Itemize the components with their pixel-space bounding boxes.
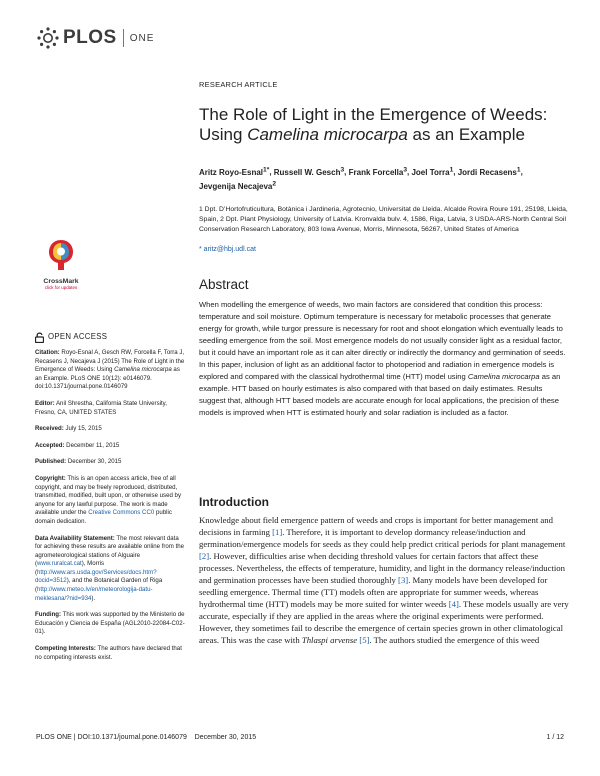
cc0-link[interactable]: Creative Commons CC0 <box>88 509 155 517</box>
author[interactable] <box>199 182 276 191</box>
logo-divider <box>123 29 124 47</box>
citation-text-pre: Royo-Esnal A, Gesch RW, Forcella F, Torra J, Recasens J, Necajeva J (2015) The Role of Light in the Emergence of Weeds: Using <box>35 349 185 374</box>
author-name: Russell W. Gesch <box>273 167 341 177</box>
author[interactable] <box>411 168 453 177</box>
citation-label: Citation: <box>35 349 60 356</box>
crossmark-label: CrossMark <box>43 278 79 285</box>
funding-label: Funding: <box>35 611 62 619</box>
title-post: as an Example <box>407 125 525 144</box>
open-access-badge <box>35 332 185 343</box>
email-link[interactable]: aritz@hbj.udl.cat <box>203 246 256 254</box>
editor-value: Anil Shrestha, California State University, Fresno, CA, UNITED STATES <box>35 399 167 416</box>
copyright-end: public domain dedication. <box>35 509 172 525</box>
title-line-1: The Role of Light in the Emergence of Weeds: <box>199 105 548 124</box>
intro-text-1: Knowledge about field emergence pattern of weeds and crops is important for better management and decisions in farming <box>199 514 553 537</box>
editor <box>35 400 185 417</box>
article-info-sidebar <box>35 332 185 670</box>
ruralcat-link[interactable]: www.ruralcat.cat <box>37 560 82 568</box>
introduction-body <box>199 514 569 647</box>
published-label: Published: <box>35 458 67 466</box>
author-name: Aritz Royo-Esnal <box>199 167 264 177</box>
intro-text-6: . The authors studied the emergence of this weed <box>369 635 540 646</box>
author-affil: 1 <box>516 166 521 173</box>
author-name: Jordi Recasens <box>457 167 517 177</box>
affiliations: 1 Dpt. D’Hortofruticultura, Botànica i Jardineria, Agrotecnio, Universitat de Lleida. Alcalde Rovira Roure 191, 25198, Lleida, Spain, 2 Dpt. Plant Physiology, University of Latvia. Kronvalda bulv. 4, 1586, Riga, Latvia, 3 USDA-ARS-North Central Soil Conservation Research Laboratory, 803 Iowa Avenue, Morris, Minnesota, 56267, United States of America <box>199 206 568 233</box>
open-access-label: OPEN ACCESS <box>48 332 108 342</box>
received-label: Received: <box>35 425 64 433</box>
corresponding-email[interactable] <box>199 246 569 253</box>
title-species: Camelina microcarpa <box>247 125 408 144</box>
published-value: December 30, 2015 <box>66 458 122 466</box>
accepted-label: Accepted: <box>35 441 65 449</box>
accepted <box>35 442 185 451</box>
author-name: Joel Torra <box>411 167 450 177</box>
author-affil: 3 <box>403 166 408 173</box>
crossmark-icon <box>46 238 76 272</box>
received-value: July 15, 2015 <box>63 425 102 433</box>
competing-label: Competing Interests: <box>35 645 96 653</box>
author[interactable] <box>199 168 269 177</box>
author-name: Jevgenija Necajeva <box>199 182 273 192</box>
competing-value: The authors have declared that no competing interests exist. <box>35 645 182 661</box>
data-availability-label: Data Availability Statement: <box>35 534 115 542</box>
introduction-heading: Introduction <box>199 494 269 509</box>
reference-link[interactable]: [4] <box>448 599 459 610</box>
received <box>35 425 185 434</box>
citation <box>35 349 185 392</box>
intro-text-3: . However, difficulties arise when deciding threshold values for certain factors that affect these processes. Nevertheless, the effects of temperature, humidity, and light in the dormancy release/induction and germination processes have been studied thoroughly <box>199 551 565 586</box>
reference-link[interactable]: [1] <box>272 527 283 537</box>
copyright-text: This is an open access article, free of all copyright, and may be freely reproduced, distributed, transmitted, modified, built upon, or otherwise used by anyone for any lawful purpose. The work is made available under the <box>35 474 181 517</box>
intro-text-2: . Therefore, it is important to develop dormancy release/induction and germination/emergence models for seeds as they could help predict critical periods for plant management <box>199 527 566 550</box>
author[interactable] <box>458 168 521 177</box>
citation-species: Camelina microcarpa <box>114 366 172 374</box>
reference-link[interactable]: [2] <box>199 551 210 562</box>
usda-link[interactable]: http://www.ars.usda.gov/Services/docs.htm?docid=3512 <box>35 568 157 585</box>
author-separator: , <box>453 167 458 177</box>
asterisk: * <box>199 246 204 254</box>
citation-text-post: as an Example. PLoS ONE 10(12): e0146079. doi:10.1371/journal.pone.0146079 <box>35 366 180 391</box>
funding <box>35 611 185 637</box>
author-name: Frank Forcella <box>348 167 404 177</box>
abstract-text-1: When modelling the emergence of weeds, two main factors are considered that condition this process: temperature and soil moisture. Optimum temperature is necessary for metabolic processes that generate energy for growth, while turgor pressure is necessary for root and shoot elongation which eventually leads to seedling emergence from the soil. Most emergence models do not usually consider light as a residual factor, but it could have an important role as it can alter directly or indirectly the dormancy and germination of seeds. In this paper, inclusion of light as an additional factor to photoperiod and radiation in emergence models is explored and compared with the classical hydrothermal time (HTT) model using <box>199 300 566 382</box>
author[interactable] <box>274 168 344 177</box>
author-affil: 1 <box>449 166 454 173</box>
data-text-4: ). <box>91 594 96 602</box>
intro-text-4: . Many models have been developed for seedling emergence. Thermal time (TT) models often are appropriate for summer weeds, whereas hydrothermal time (HTT) models may be more suited for winter weeds <box>199 575 548 610</box>
page-footer <box>36 734 564 741</box>
copyright-label: Copyright: <box>35 474 66 482</box>
author-affil: 1* <box>263 166 270 173</box>
author-separator: , <box>407 167 412 177</box>
author-separator: , <box>269 167 274 177</box>
plos-one-logo[interactable] <box>36 26 154 50</box>
meteo-link[interactable]: http://www.meteo.lv/en/meteorologija-datu-meklesana/?nid=934 <box>35 586 153 602</box>
abstract-text-2: as an example. HTT based on hourly estimates is also compared with that based on daily estimates. Results suggest that, although HTT based models are accurate enough for local applications, the precision of these models is improved when HTT is estimated hourly and solar radiation is included as a factor. <box>199 372 561 417</box>
page-number: 1 / 12 <box>546 734 564 741</box>
crossmark-badge[interactable] <box>38 238 84 290</box>
editor-label: Editor: <box>35 399 55 407</box>
data-text-3: ), and the Botanical Garden of Riga ( <box>35 577 163 594</box>
footer-citation: PLOS ONE | DOI:10.1371/journal.pone.0146079 December 30, 2015 <box>36 734 257 741</box>
logo-plos-text: PLOS <box>63 27 117 48</box>
author-separator: , <box>520 167 523 177</box>
article-title <box>199 105 569 145</box>
open-lock-icon <box>35 332 44 343</box>
article-main <box>199 80 569 646</box>
abstract-species: Camelina microcarpa <box>467 372 540 382</box>
data-availability <box>35 535 185 604</box>
author-affil: 3 <box>340 166 345 173</box>
author-list <box>199 164 569 193</box>
reference-link[interactable]: [5] <box>359 635 370 646</box>
abstract-heading: Abstract <box>199 277 249 293</box>
title-pre: Using <box>199 125 248 144</box>
data-text-2: ), Morris ( <box>35 560 105 576</box>
accepted-value: December 11, 2015 <box>64 441 120 449</box>
author-affil: 2 <box>272 180 277 188</box>
author-separator: , <box>344 167 349 177</box>
intro-species: Thlaspi arvense <box>301 635 358 646</box>
intro-text-5: . These models usually are very accurate, especially if they are applied in the areas where the original experiments were performed. However, they sometimes fail to describe the emergence of certain species grown in other climatological areas. This was the case with <box>199 599 569 646</box>
funding-value: This work was supported by the Ministerio de Educación y Ciencia de España (AGL2010-22084-C02-01). <box>35 611 185 636</box>
logo-one-text: ONE <box>129 32 155 44</box>
plos-logo-icon <box>36 26 60 50</box>
copyright <box>35 475 185 527</box>
article-type: RESEARCH ARTICLE <box>199 80 278 89</box>
published <box>35 458 185 467</box>
author[interactable] <box>349 168 407 177</box>
abstract-body <box>199 299 569 419</box>
crossmark-sub: click for updates <box>44 285 78 290</box>
reference-link[interactable]: [3] <box>398 575 409 586</box>
competing-interests <box>35 645 185 662</box>
data-text-1: The most relevant data for achieving these results are available online from the agrometeorological stations of Alguaire ( <box>35 534 185 568</box>
